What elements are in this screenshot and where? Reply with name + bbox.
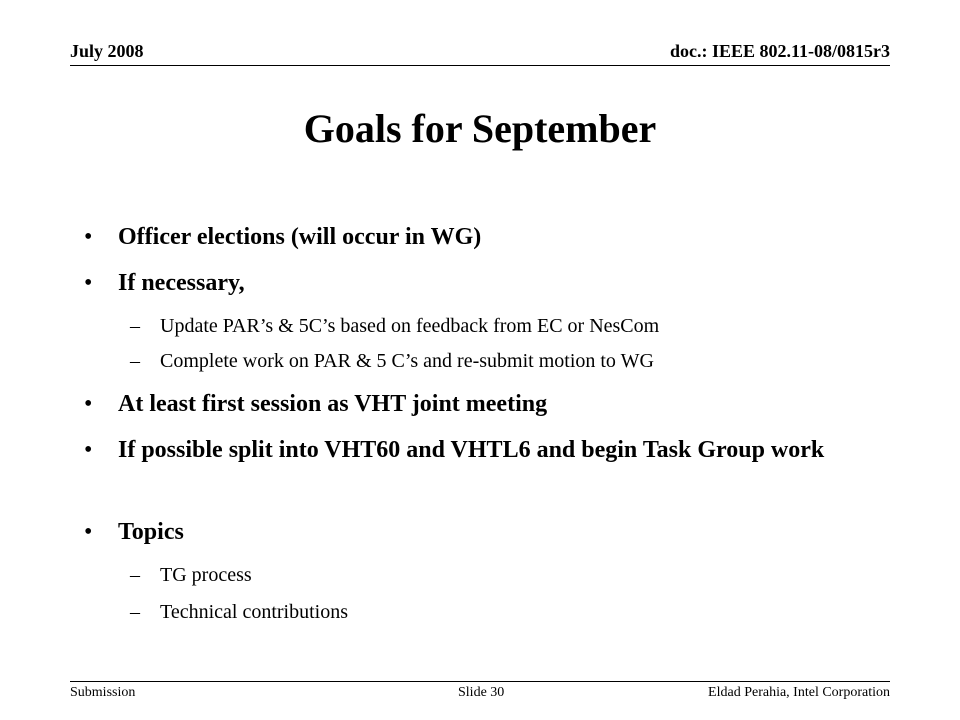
slide-title: Goals for September	[303, 106, 657, 151]
sub-bullet-text: Complete work on PAR & 5 C’s and re-submit motion to WG	[160, 350, 654, 372]
header-doc-id: doc.: IEEE 802.11-08/0815r3	[669, 41, 890, 61]
header-divider	[70, 65, 890, 66]
bullet-item	[84, 389, 838, 419]
bullet-text: Officer elections (will occur in WG)	[118, 224, 482, 250]
header-date: July 2008	[70, 41, 144, 61]
bullet-marker: •	[84, 437, 93, 463]
footer-slide-number: Slide 30	[458, 685, 505, 700]
sub-bullet-item	[130, 563, 860, 587]
bullet-text: If possible split into VHT60 and VHTL6 and begin Task Group work	[118, 437, 825, 463]
sub-bullet-text: TG process	[160, 564, 252, 586]
sub-bullet-text: Technical contributions	[160, 601, 348, 623]
bullet-item	[84, 222, 838, 252]
bullet-item	[84, 435, 838, 465]
bullet-item	[84, 268, 838, 298]
footer-author: Eldad Perahia, Intel Corporation	[708, 685, 890, 700]
sub-bullet-item	[130, 349, 860, 373]
bullet-text: If necessary,	[118, 270, 245, 296]
sub-bullet-item	[130, 314, 860, 338]
bullet-text: Topics	[118, 519, 184, 545]
sub-bullet-marker: –	[130, 564, 140, 586]
bullet-text: At least first session as VHT joint meeting	[118, 391, 548, 417]
bullet-item	[84, 517, 838, 547]
sub-bullet-marker: –	[130, 315, 140, 337]
footer-submission: Submission	[70, 685, 136, 700]
bullet-marker: •	[84, 224, 93, 250]
bullet-marker: •	[84, 270, 93, 296]
bullet-marker: •	[84, 391, 93, 417]
footer-divider	[70, 681, 890, 682]
sub-bullet-text: Update PAR’s & 5C’s based on feedback from EC or NesCom	[160, 315, 660, 337]
sub-bullet-marker: –	[130, 350, 140, 372]
bullet-marker: •	[84, 519, 93, 545]
sub-bullet-marker: –	[130, 601, 140, 623]
sub-bullet-item	[130, 600, 860, 624]
